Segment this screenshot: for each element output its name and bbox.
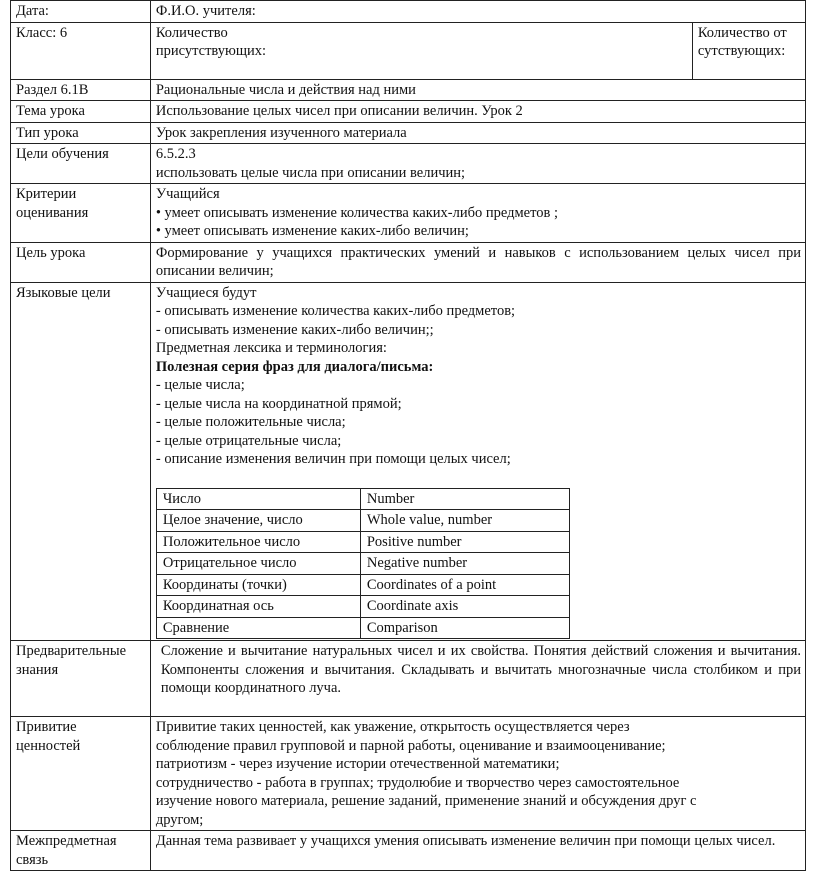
interdisciplinary-row: [11, 831, 806, 871]
vocab-row: [156, 617, 569, 639]
class-label: Класс: 6: [11, 22, 151, 79]
topic-row: [11, 101, 806, 123]
criteria-value: [150, 184, 805, 243]
absent-label: Количество отсутствующих:: [692, 22, 805, 79]
date-row: [11, 1, 806, 23]
present-label: Количество присутствующих:: [150, 22, 692, 79]
prior-knowledge-label: Предварительные знания: [11, 641, 151, 717]
goal-row: [11, 242, 806, 282]
vocab-en: Whole value, number: [360, 510, 569, 532]
phrases-heading: Полезная серия фраз для диалога/письма:: [155, 358, 434, 375]
vocab-ru: Число: [156, 488, 360, 510]
language-line: - описывать изменение количества каких-либо предметов;: [155, 303, 516, 319]
criteria-line: Учащийся: [155, 186, 220, 202]
vocab-row: [156, 574, 569, 596]
type-row: [11, 122, 806, 144]
language-line: Учащиеся будут: [155, 284, 257, 301]
values-label: Привитие ценностей: [11, 717, 151, 831]
objectives-label: Цели обучения: [11, 144, 151, 184]
language-value: [150, 282, 805, 641]
values-row: [11, 717, 806, 831]
section-row: [11, 79, 806, 101]
objective-code: 6.5.2.3: [155, 146, 196, 162]
criteria-line: • умеет описывать изменение количества каких-либо предметов ;: [155, 204, 559, 221]
language-label: Языковые цели: [11, 282, 151, 641]
values-value: [150, 717, 805, 831]
phrase-item: - целые положительные числа;: [155, 414, 346, 430]
vocab-ru: Координаты (точки): [156, 574, 360, 596]
values-line: сотрудничество - работа в группах; трудолюбие и творчество через самостоятельное: [155, 774, 680, 791]
lesson-plan-table: [10, 0, 806, 871]
prior-knowledge-value: Сложение и вычитание натуральных чисел и их свойства. Понятия действий сложения и вычитания. Компоненты сложения и вычитания. Складывать и вычитать многозначные числа столбиком и при помощи координатного луча.: [150, 641, 805, 717]
vocab-ru: Координатная ось: [156, 596, 360, 618]
vocab-en: Coordinate axis: [360, 596, 569, 618]
objectives-row: [11, 144, 806, 184]
vocab-en: Comparison: [360, 617, 569, 639]
phrase-item: - целые числа на координатной прямой;: [155, 395, 402, 412]
vocab-ru: Сравнение: [156, 617, 360, 639]
vocab-row: [156, 553, 569, 575]
objectives-value: [150, 144, 805, 184]
interdisciplinary-label: Межпредметная связь: [11, 831, 151, 871]
section-value: Рациональные числа и действия над ними: [150, 79, 805, 101]
vocabulary-table: [156, 488, 570, 640]
class-row: [11, 22, 806, 79]
phrase-item: - целые отрицательные числа;: [155, 432, 342, 449]
topic-label: Тема урока: [11, 101, 151, 123]
phrase-item: - описание изменения величин при помощи целых чисел;: [155, 451, 511, 467]
goal-value: Формирование у учащихся практических умений и навыков с использованием целых чисел при описании величин;: [150, 242, 805, 282]
goal-label: Цель урока: [11, 242, 151, 282]
values-line: патриотизм - через изучение истории отечественной математики;: [155, 756, 560, 772]
type-value: Урок закрепления изученного материала: [150, 122, 805, 144]
vocab-row: [156, 531, 569, 553]
vocab-ru: Целое значение, число: [156, 510, 360, 532]
vocab-en: Number: [360, 488, 569, 510]
values-line: соблюдение правил групповой и парной работы, оценивание и взаимооценивание;: [155, 737, 666, 754]
values-line: другом;: [155, 811, 204, 828]
vocab-row: [156, 510, 569, 532]
vocab-row: [156, 596, 569, 618]
language-line: Предметная лексика и терминология:: [155, 340, 387, 356]
section-label: Раздел 6.1В: [11, 79, 151, 101]
criteria-row: [11, 184, 806, 243]
vocab-ru: Положительное число: [156, 531, 360, 553]
vocab-ru: Отрицательное число: [156, 553, 360, 575]
language-line: - описывать изменение каких-либо величин;;: [155, 321, 434, 338]
vocab-en: Coordinates of a point: [360, 574, 569, 596]
values-line: изучение нового материала, решение заданий, применение знаний и обсуждения друг с: [155, 793, 697, 809]
criteria-line: • умеет описывать изменение каких-либо величин;: [155, 223, 469, 239]
topic-value: Использование целых чисел при описании величин. Урок 2: [150, 101, 805, 123]
vocab-en: Positive number: [360, 531, 569, 553]
interdisciplinary-value: Данная тема развивает у учащихся умения описывать изменение величин при помощи целых чисел.: [150, 831, 805, 871]
type-label: Тип урока: [11, 122, 151, 144]
vocab-en: Negative number: [360, 553, 569, 575]
vocab-row: [156, 488, 569, 510]
prior-knowledge-row: [11, 641, 806, 717]
values-line: Привитие таких ценностей, как уважение, открытость осуществляется через: [155, 719, 630, 735]
date-label: Дата:: [11, 1, 151, 23]
objective-text: использовать целые числа при описании величин;: [155, 164, 466, 181]
language-row: [11, 282, 806, 641]
phrase-item: - целые числа;: [155, 377, 245, 393]
lesson-plan-page: [10, 0, 806, 871]
criteria-label: Критерии оценивания: [11, 184, 151, 243]
teacher-label: Ф.И.О. учителя:: [150, 1, 805, 23]
